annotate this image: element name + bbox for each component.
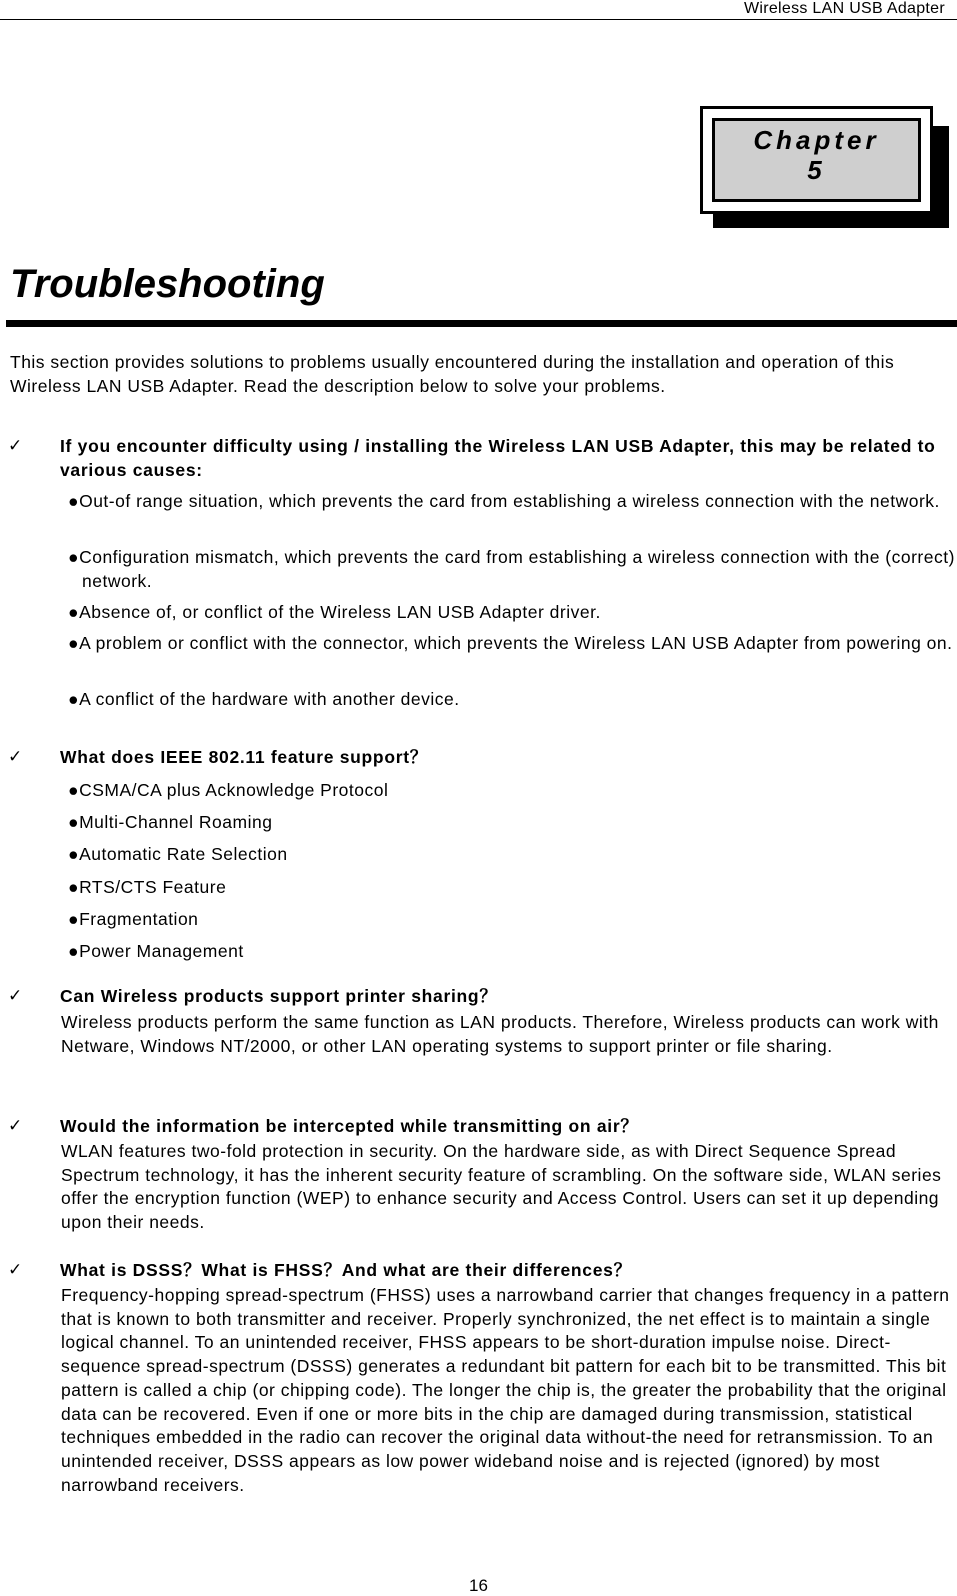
list-item: ●A problem or conflict with the connector, which prevents the Wireless LAN USB Adapter from powering on. bbox=[68, 633, 953, 653]
faq-answer: Wireless products perform the same function as LAN products. Therefore, Wireless products can work with Netware, Windows NT/2000, or other LAN operating systems to support printer or file sharing. bbox=[61, 1012, 939, 1056]
bullet-icon: ● bbox=[68, 877, 80, 897]
title-rule bbox=[6, 320, 957, 327]
faq-question: Can Wireless products support printer sharing？ bbox=[60, 986, 498, 1006]
bullet-icon: ● bbox=[68, 602, 80, 622]
list-item: ●A conflict of the hardware with another device. bbox=[68, 689, 460, 709]
list-item: ●Absence of, or conflict of the Wireless LAN USB Adapter driver. bbox=[68, 602, 601, 622]
faq-question: What is DSSS？What is FHSS？And what are their differences？ bbox=[60, 1260, 632, 1280]
page-header bbox=[0, 0, 957, 20]
faq-answer: WLAN features two-fold protection in security. On the hardware side, as with Direct Sequence Spread Spectrum technology, it has the inherent security feature of scrambling. On the software side, WLAN series offer the encryption function (WEP) to enhance security and Access Control. Users can set it up depending upon their needs. bbox=[61, 1141, 942, 1233]
bullet-icon: ● bbox=[68, 491, 80, 511]
page-number: 16 bbox=[469, 1576, 488, 1595]
faq-answer: Frequency-hopping spread-spectrum (FHSS) uses a narrowband carrier that changes frequency in a pattern that is known to both transmitter and receiver. Properly synchronized, the net effect is to maintain a single logical channel. To an unintended receiver, FHSS appears to be short-duration impulse noise. Direct-sequence spread-spectrum (DSSS) generates a redundant bit pattern for each bit to be transmitted. This bit pattern is called a chip (or chipping code). The longer the chip is, the greater the probability that the original data can be recovered. Even if one or more bits in the chip are damaged during transmission, statistical techniques embedded in the radio can recover the original data without-the need for retransmission. To an unintended receiver, DSSS appears as low power wideband noise and is rejected (ignored) by most narrowband receivers. bbox=[61, 1285, 950, 1495]
faq-question: What does IEEE 802.11 feature support？ bbox=[60, 747, 428, 767]
header-title: Wireless LAN USB Adapter bbox=[743, 0, 945, 17]
bullet-icon: ● bbox=[68, 689, 80, 709]
faq-question: If you encounter difficulty using / installing the Wireless LAN USB Adapter, this may be related to various causes: bbox=[60, 436, 936, 480]
list-item: ●RTS/CTS Feature bbox=[68, 877, 227, 897]
list-item: ●Configuration mismatch, which prevents the card from establishing a wireless connection with the (correct) network. bbox=[68, 547, 955, 591]
bullet-icon: ● bbox=[68, 941, 80, 961]
list-item: ●Multi-Channel Roaming bbox=[68, 812, 273, 832]
chapter-number: 5 bbox=[807, 155, 826, 185]
page-title: Troubleshooting bbox=[10, 262, 325, 306]
checkmark-icon: ✓ bbox=[8, 986, 23, 1005]
list-item: ●Power Management bbox=[68, 941, 244, 961]
bullet-icon: ● bbox=[68, 780, 80, 800]
bullet-icon: ● bbox=[68, 547, 80, 567]
intro-paragraph: This section provides solutions to problems usually encountered during the installation and operation of this Wireless LAN USB Adapter. Read the description below to solve your problems. bbox=[10, 352, 895, 396]
list-item: ●Automatic Rate Selection bbox=[68, 844, 288, 864]
checkmark-icon: ✓ bbox=[8, 1116, 23, 1135]
bullet-icon: ● bbox=[68, 844, 80, 864]
chapter-box bbox=[700, 106, 933, 214]
checkmark-icon: ✓ bbox=[8, 747, 23, 766]
list-item: ●CSMA/CA plus Acknowledge Protocol bbox=[68, 780, 389, 800]
bullet-icon: ● bbox=[68, 633, 80, 653]
list-item: ●Fragmentation bbox=[68, 909, 199, 929]
faq-question: Would the information be intercepted while transmitting on air？ bbox=[60, 1116, 639, 1136]
checkmark-icon: ✓ bbox=[8, 436, 23, 455]
bullet-icon: ● bbox=[68, 812, 80, 832]
bullet-icon: ● bbox=[68, 909, 80, 929]
checkmark-icon: ✓ bbox=[8, 1260, 23, 1279]
chapter-label bbox=[712, 118, 921, 202]
chapter-word: Chapter bbox=[753, 125, 880, 155]
list-item: ●Out-of range situation, which prevents the card from establishing a wireless connection with the network. bbox=[68, 491, 940, 511]
